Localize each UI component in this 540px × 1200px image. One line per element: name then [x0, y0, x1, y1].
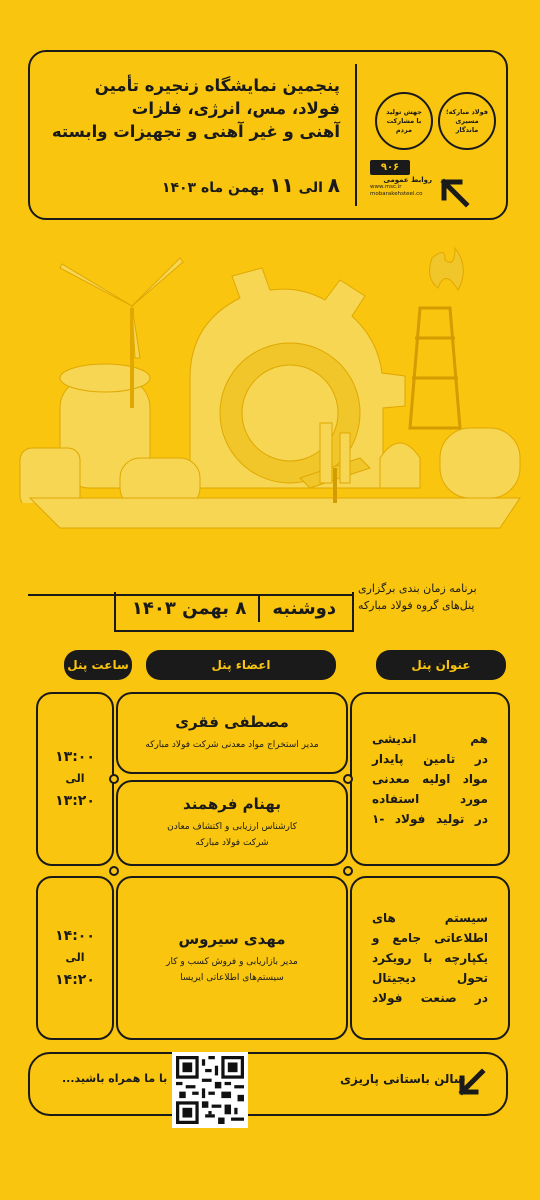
- qr-code[interactable]: [172, 1052, 248, 1128]
- member-role: مدیر استخراج مواد معدنی شرکت فولاد مبارکه: [145, 740, 319, 750]
- seal-mobarakeh-logo: فولاد مبارکه؛ مسیری ماندگار: [438, 92, 496, 150]
- panel-title-line: تحول دیجیتال: [372, 971, 488, 985]
- pr-logo-caption: روابط عمومی: [383, 176, 432, 184]
- panel-title-line: مواد اولیه معدنی: [372, 772, 488, 786]
- member-role: مدیر بازاریابی و فروش کسب و کار: [166, 957, 298, 967]
- member-role: کارشناس ارزیابی و اکتشاف معادن: [167, 822, 297, 832]
- member-name: بهنام فرهمند: [183, 795, 281, 813]
- title-line: پنجمین نمایشگاه زنجیره تأمین: [94, 76, 340, 95]
- header-divider: [355, 64, 357, 206]
- title-line: فولاد، مس، انرژی، فلزات: [131, 99, 340, 118]
- venue-hall: سالن باستانی پاریزی: [340, 1072, 466, 1086]
- exhibition-title: [20, 74, 340, 143]
- panel-member-card: [116, 780, 348, 866]
- member-role: سیستم‌های اطلاعاتی ایریسا: [180, 973, 284, 983]
- arrow-up-left-icon: [436, 174, 472, 210]
- panel-title-line: یکپارچه با رویکرد: [372, 951, 488, 965]
- time-end: ۱۳:۲۰: [55, 793, 95, 809]
- time-mid: الی: [65, 772, 85, 785]
- program-caption-line: پنل‌های گروه فولاد مبارکه: [358, 599, 475, 612]
- member-name: مهدی سیروس: [178, 930, 286, 948]
- pr-logo-site: mobarakehsteel.co: [370, 191, 423, 197]
- exhibition-date: [162, 173, 340, 197]
- panel-title-line: در صنعت فولاد: [372, 991, 488, 1005]
- pr-logo: [370, 160, 432, 198]
- panel-member-card: [116, 876, 348, 1040]
- date-start: ۸: [327, 173, 340, 197]
- connector-dot: [343, 866, 353, 876]
- connector-dot: [343, 774, 353, 784]
- member-name: مصطفی فقری: [175, 713, 289, 731]
- time-start: ۱۳:۰۰: [55, 749, 95, 765]
- member-role: شرکت فولاد مبارکه: [195, 838, 269, 848]
- title-line: آهنی و غیر آهنی و تجهیزات وابسته: [51, 122, 340, 141]
- day-and-date: [114, 596, 354, 622]
- date-month: بهمن ماه ۱۴۰۳: [161, 180, 270, 196]
- panel-time-2: [36, 876, 114, 1040]
- day-name: دوشنبه: [272, 598, 337, 619]
- panel-title-line: در تامین پایدار: [372, 752, 488, 766]
- connector-dot: [109, 774, 119, 784]
- seal-production-logo: جهش تولید با مشارکت مردم: [375, 92, 433, 150]
- panel-time-1: [36, 692, 114, 866]
- panel-title-line: مورد استفاده: [372, 792, 488, 806]
- panel-title-line: سیستم های: [372, 911, 488, 925]
- date-end: ۱۱: [269, 173, 294, 197]
- program-caption-line: برنامه زمان بندی برگزاری: [358, 582, 477, 595]
- industrial-illustration: [0, 228, 540, 548]
- date-sep: الی: [293, 180, 328, 196]
- panel-title-line: هم اندیشی: [372, 732, 488, 746]
- day-separator: [258, 596, 260, 622]
- column-header-members: اعضاء پنل: [146, 650, 336, 680]
- follow-us-text: با ما همراه باشید...: [62, 1072, 168, 1085]
- panel-title-1: [350, 692, 510, 866]
- time-start: ۱۴:۰۰: [55, 928, 95, 944]
- connector-dot: [109, 866, 119, 876]
- program-caption: [358, 580, 508, 614]
- column-header-title: عنوان پنل: [376, 650, 506, 680]
- day-date: ۸ بهمن ۱۴۰۳: [131, 598, 247, 619]
- panel-title-line: اطلاعاتی جامع و: [372, 931, 488, 945]
- time-end: ۱۴:۲۰: [55, 972, 95, 988]
- arrow-down-left-icon: [456, 1068, 486, 1098]
- pr-logo-mark: ۹۰۶: [370, 160, 410, 175]
- pr-logo-site: www.msc.ir: [370, 184, 402, 190]
- column-header-time: ساعت پنل: [64, 650, 132, 680]
- panel-member-card: [116, 692, 348, 774]
- panel-title-line: در تولید فولاد -۱: [372, 812, 488, 826]
- panel-title-2: [350, 876, 510, 1040]
- time-mid: الی: [65, 951, 85, 964]
